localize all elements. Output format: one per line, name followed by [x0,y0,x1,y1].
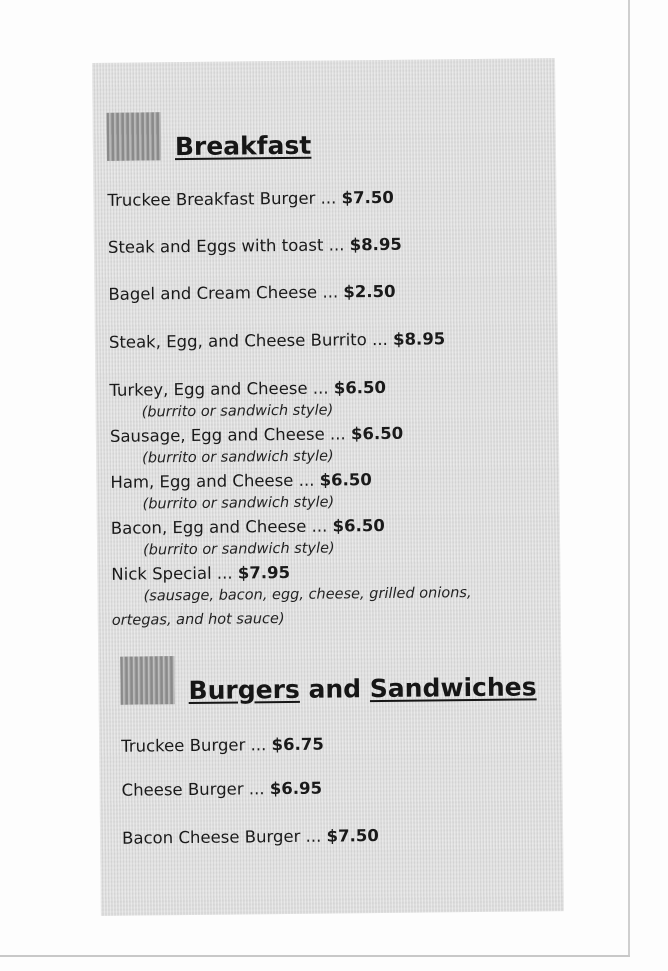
item-name: Bacon Cheese Burger [122,826,301,848]
item-price: $6.50 [350,423,404,444]
item-price: $7.50 [326,826,379,846]
menu-item [108,235,402,257]
item-name: Steak, Egg, and Cheese Burrito [108,330,367,352]
item-name: Bacon, Egg and Cheese [110,516,307,538]
item-name: Truckee Breakfast Burger [107,188,316,210]
item-price: $6.75 [271,734,324,755]
menu-item [107,188,394,210]
section-marker-icon [107,112,161,161]
item-name: Cheese Burger [121,779,244,800]
section-title-word: Burgers [188,674,300,706]
item-separator: ... [293,470,320,490]
item-price: $6.50 [333,377,387,398]
item-separator: ... [307,378,334,398]
item-price: $2.50 [343,281,396,302]
item-note: (burrito or sandwich style) [142,494,335,513]
section-marker-icon [120,656,174,705]
menu-item [111,516,385,538]
menu-item [109,329,446,352]
item-separator: ... [324,424,352,444]
page-edge-right [628,0,630,955]
section-title-word: Breakfast [174,130,312,162]
section-title-burgers-and-sandwiches [188,672,536,705]
item-note: (sausage, bacon, egg, cheese, grilled onions, [143,585,472,605]
item-price: $8.95 [349,234,402,255]
item-name: Truckee Burger [121,735,246,756]
section-title-word: Sandwiches [369,672,537,704]
page-edge-bottom [0,955,630,957]
item-note: (burrito or sandwich style) [141,402,334,421]
item-name: Bagel and Cream Cheese [108,282,318,304]
menu-item [110,424,403,446]
item-note: (burrito or sandwich style) [142,448,334,467]
item-price: $6.95 [269,778,323,799]
item-separator: ... [315,188,342,208]
menu-item [122,826,379,848]
item-price: $7.50 [341,187,394,208]
item-separator: ... [300,826,327,846]
item-note: ortegas, and hot sauce) [111,611,285,629]
section-title-word: and [308,674,362,704]
menu-item [121,735,324,756]
menu-item [109,378,386,400]
item-separator: ... [366,329,394,350]
item-note: (burrito or sandwich style) [143,540,335,559]
item-separator: ... [323,235,350,255]
menu-item [110,470,372,492]
menu-item [122,779,323,800]
item-price: $8.95 [392,329,446,349]
item-price: $6.50 [332,515,385,536]
menu-sheet [92,58,564,916]
item-separator: ... [243,779,270,799]
item-separator: ... [317,282,344,302]
item-name: Nick Special [111,563,212,584]
item-name: Turkey, Egg and Cheese [109,378,308,400]
item-name: Steak and Eggs with toast [107,235,324,257]
menu-item [108,282,395,304]
section-title-breakfast [175,131,312,161]
item-separator: ... [211,563,238,583]
item-price: $7.95 [237,562,291,583]
item-price: $6.50 [319,470,372,490]
item-name: Ham, Egg and Cheese [110,470,294,492]
menu-item [111,563,290,584]
item-name: Sausage, Egg and Cheese [109,424,325,446]
item-separator: ... [306,516,333,536]
item-separator: ... [245,735,272,755]
